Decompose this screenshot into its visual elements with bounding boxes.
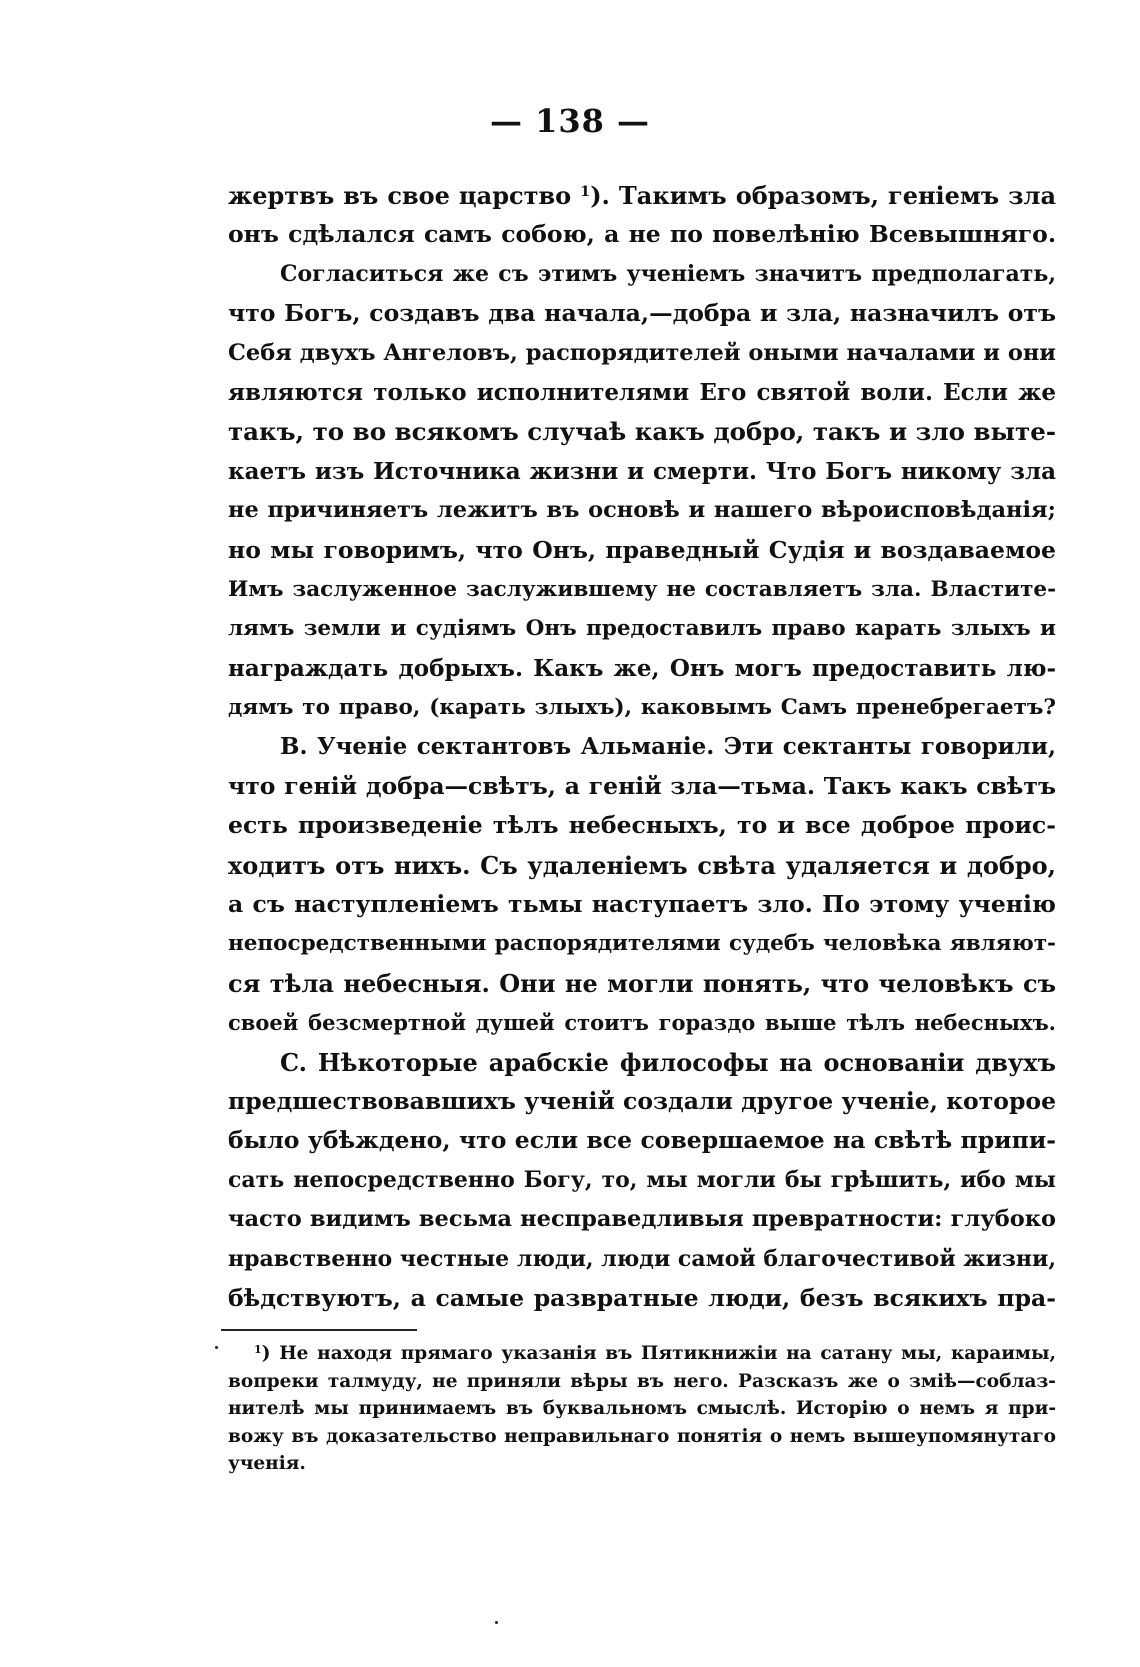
footnote-line: ученія. xyxy=(228,1453,306,1475)
paragraph-start-line: Согласиться же съ этимъ ученіемъ значитъ предполагать, xyxy=(280,260,1056,287)
page-number: — 138 — xyxy=(489,102,651,140)
body-line: что геній добра—свѣтъ, а геній зла—тьма. Такъ какъ свѣтъ xyxy=(228,771,1056,800)
footnote xyxy=(228,1340,1056,1478)
paragraph-start-line: C. Нѣкоторые арабскіе философы на основаніи двухъ xyxy=(280,1047,1056,1077)
footnote-line: $^1$) Не находя прямаго указанія въ Пятикнижіи на сатану мы, караимы, xyxy=(254,1342,1056,1364)
body-line: но мы говоримъ, что Онъ, праведный Судія и воздаваемое xyxy=(228,535,1056,564)
body-line: было убѣждено, что если все совершаемое на свѣтѣ припи- xyxy=(228,1126,1056,1155)
body-line: ходитъ отъ нихъ. Съ удаленіемъ свѣта удаляется и добро, xyxy=(228,850,1056,880)
paragraph-start-line: B. Ученіе сектантовъ Альманіе. Эти сектанты говорили, xyxy=(280,733,1056,761)
body-line: бѣдствуютъ, а самые развратные люди, безъ всякихъ пра- xyxy=(228,1283,1056,1312)
body-line: своей безсмертной душей стоитъ гораздо выше тѣлъ небесныхъ. xyxy=(228,1010,1056,1036)
body-line: дямъ то право, (карать злыхъ), каковымъ Самъ пренебрегаетъ? xyxy=(228,695,1056,721)
footnote-marker: 1 xyxy=(254,1342,262,1356)
body-line: Себя двухъ Ангеловъ, распорядителей оными началами и они xyxy=(228,339,1056,366)
footnote-marker: 1 xyxy=(580,183,591,201)
body-line: что Богъ, создавъ два начала,—добра и зла, назначилъ отъ xyxy=(228,299,1056,328)
footnote-divider xyxy=(221,1329,417,1331)
body-line: Имъ заслуженное заслужившему не составляетъ зла. Властите- xyxy=(228,576,1056,602)
body-line: непосредственными распорядителями судебъ человѣка являют- xyxy=(228,931,1056,957)
body-line: являются только исполнителями Его святой воли. Если же xyxy=(228,378,1056,406)
footnote-line: нителѣ мы принимаемъ въ буквальномъ смыслѣ. Исторію о немъ я при- xyxy=(228,1398,1056,1420)
body-line: лямъ земли и судіямъ Онъ предоставилъ право карать злыхъ и xyxy=(228,616,1056,642)
body-line: онъ сдѣлался самъ собою, а не по повелѣнію Всевышняго. xyxy=(228,220,1056,249)
body-line: сать непосредственно Богу, то, мы могли бы грѣшить, ибо мы xyxy=(228,1166,1056,1193)
body-line: ся тѣла небесныя. Они не могли понять, что человѣкъ съ xyxy=(228,968,1056,998)
body-line: не причиняетъ лежитъ въ основѣ и нашего вѣроисповѣданія; xyxy=(228,497,1056,524)
body-line: награждать добрыхъ. Какъ же, Онъ могъ предоставить лю- xyxy=(228,654,1056,682)
footnote-line: вопреки талмуду, не приняли вѣры въ него. Разсказъ же о зміѣ—соблаз- xyxy=(228,1370,1056,1392)
body-line: такъ, то во всякомъ случаѣ какъ добро, такъ и зло выте- xyxy=(228,417,1056,447)
body-line: часто видимъ весьма несправедливыя превратности: глубоко xyxy=(228,1206,1056,1233)
body-line: предшествовавшихъ ученій создали другое ученіе, которое xyxy=(228,1086,1057,1115)
ink-speck xyxy=(495,1621,498,1624)
body-line: жертвъ въ свое царство $^1$). Такимъ образомъ, геніемъ зла xyxy=(228,181,1056,210)
body-text xyxy=(228,176,1056,1318)
footnote-line: вожу въ доказательство неправильнаго понятія о немъ вышеупомянутаго xyxy=(228,1425,1056,1447)
body-line: а съ наступленіемъ тьмы наступаетъ зло. По этому ученію xyxy=(228,890,1056,919)
body-line: есть произведеніе тѣлъ небесныхъ, то и все доброе проис- xyxy=(228,811,1056,840)
ink-speck xyxy=(215,1346,218,1349)
body-line: каетъ изъ Источника жизни и смерти. Что Богъ никому зла xyxy=(228,457,1056,485)
body-line: нравственно честные люди, люди самой благочестивой жизни, xyxy=(228,1245,1056,1272)
